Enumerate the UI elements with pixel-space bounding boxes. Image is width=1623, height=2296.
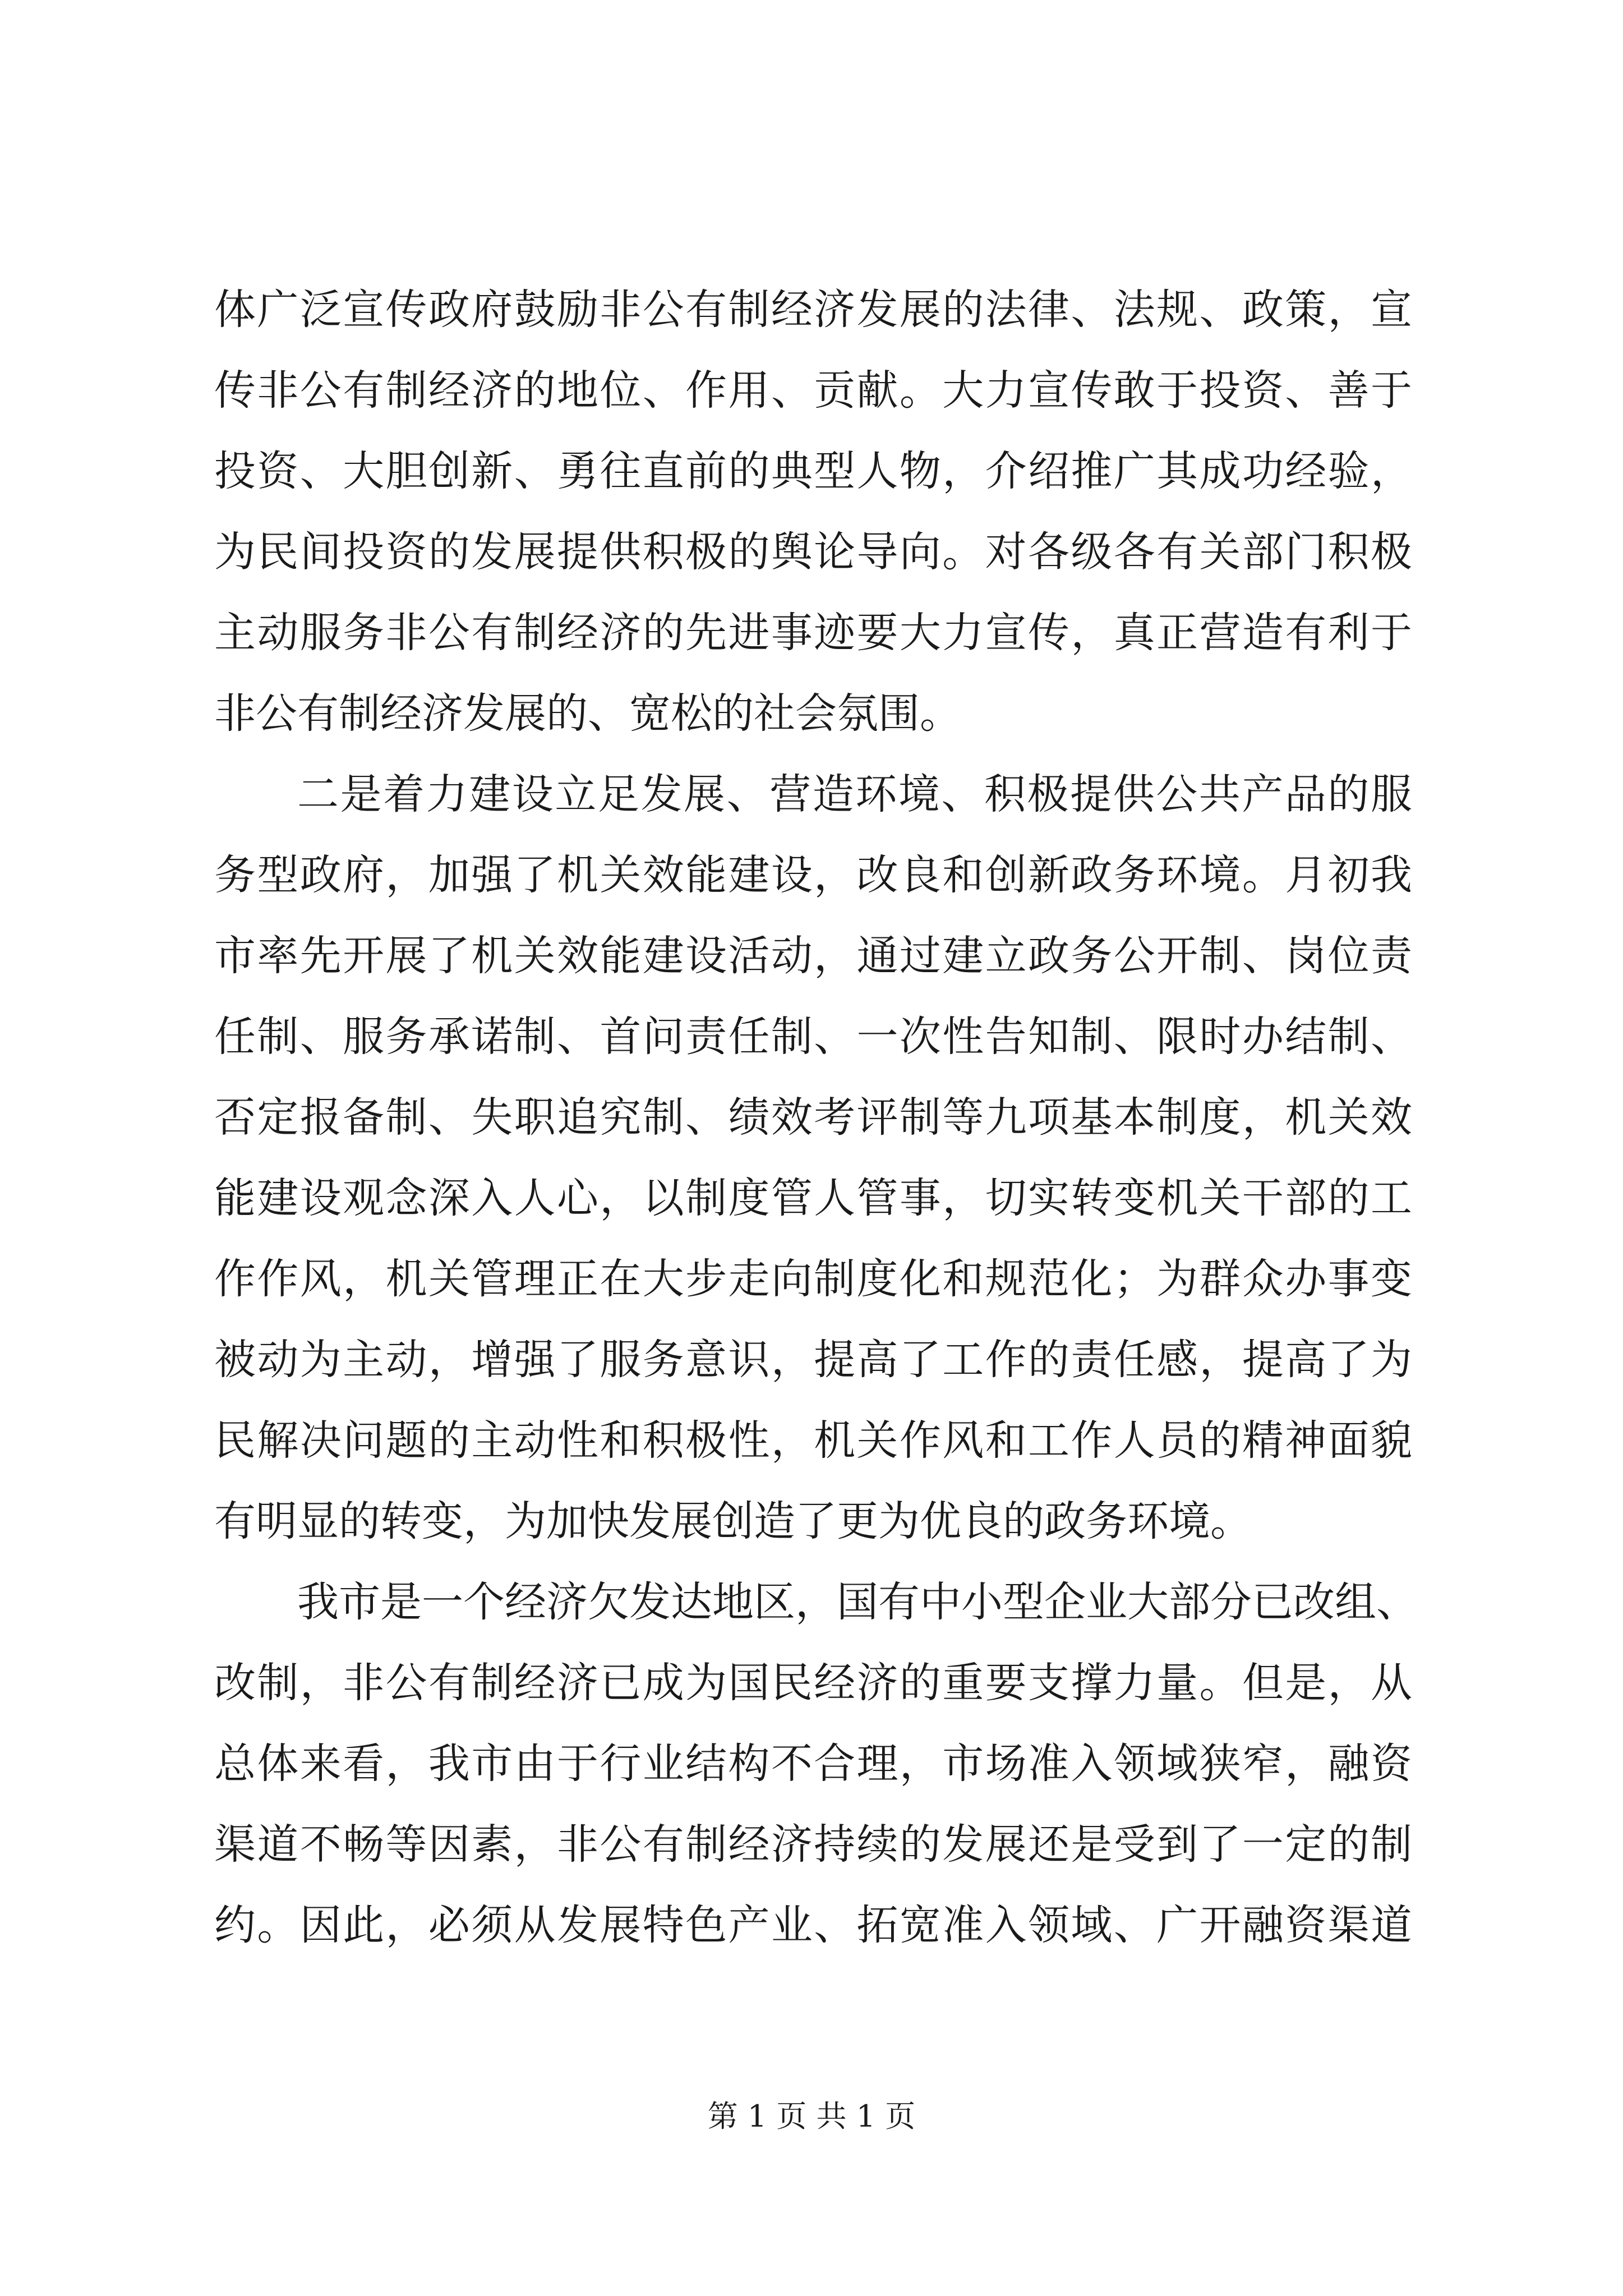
text-line: 主动服务非公有制经济的先进事迹要大力宣传，真正营造有利于 xyxy=(214,609,1412,657)
text-line: 否定报备制、失职追究制、绩效考评制等九项基本制度，机关效 xyxy=(214,1093,1412,1142)
text-line: 改制，非公有制经济已成为国民经济的重要支撑力量。但是，从 xyxy=(214,1659,1412,1707)
text-line: 传非公有制经济的地位、作用、贡献。大力宣传敢于投资、善于 xyxy=(214,366,1412,415)
page-footer: 第 1 页 共 1 页 xyxy=(707,2099,916,2134)
text-line: 我市是一个经济欠发达地区，国有中小型企业大部分已改组、 xyxy=(297,1578,1418,1626)
paragraph-1 xyxy=(214,269,1412,754)
text-line: 体广泛宣传政府鼓励非公有制经济发展的法律、法规、政策，宣 xyxy=(214,286,1412,334)
text-line: 被动为主动，增强了服务意识，提高了工作的责任感，提高了为 xyxy=(214,1336,1412,1384)
text-line: 投资、大胆创新、勇往直前的典型人物，介绍推广其成功经验， xyxy=(214,447,1412,495)
text-line: 渠道不畅等因素，非公有制经济持续的发展还是受到了一定的制 xyxy=(214,1820,1412,1869)
text-line: 能建设观念深入人心，以制度管人管事，切实转变机关干部的工 xyxy=(214,1174,1412,1222)
text-line: 务型政府，加强了机关效能建设，改良和创新政务环境。月初我 xyxy=(214,851,1412,899)
text-line: 总体来看，我市由于行业结构不合理，市场准入领域狭窄，融资 xyxy=(214,1740,1412,1788)
text-line: 市率先开展了机关效能建设活动，通过建立政务公开制、岗位责 xyxy=(214,932,1412,980)
text-line: 任制、服务承诺制、首问责任制、一次性告知制、限时办结制、 xyxy=(214,1013,1412,1061)
text-line: 作作风，机关管理正在大步走向制度化和规范化；为群众办事变 xyxy=(214,1255,1412,1303)
text-line: 约。因此，必须从发展特色产业、拓宽准入领域、广开融资渠道 xyxy=(214,1901,1412,1949)
document-body xyxy=(214,269,1418,1966)
paragraph-2 xyxy=(214,754,1412,1562)
paragraph-3 xyxy=(214,1562,1418,1966)
text-line: 二是着力建设立足发展、营造环境、积极提供公共产品的服 xyxy=(297,770,1412,818)
text-line: 有明显的转变，为加快发展创造了更为优良的政务环境。 xyxy=(214,1497,1252,1545)
text-line: 非公有制经济发展的、宽松的社会氛围。 xyxy=(214,689,961,738)
text-line: 民解决问题的主动性和积极性，机关作风和工作人员的精神面貌 xyxy=(214,1416,1412,1465)
text-line: 为民间投资的发展提供积极的舆论导向。对各级各有关部门积极 xyxy=(214,528,1412,576)
